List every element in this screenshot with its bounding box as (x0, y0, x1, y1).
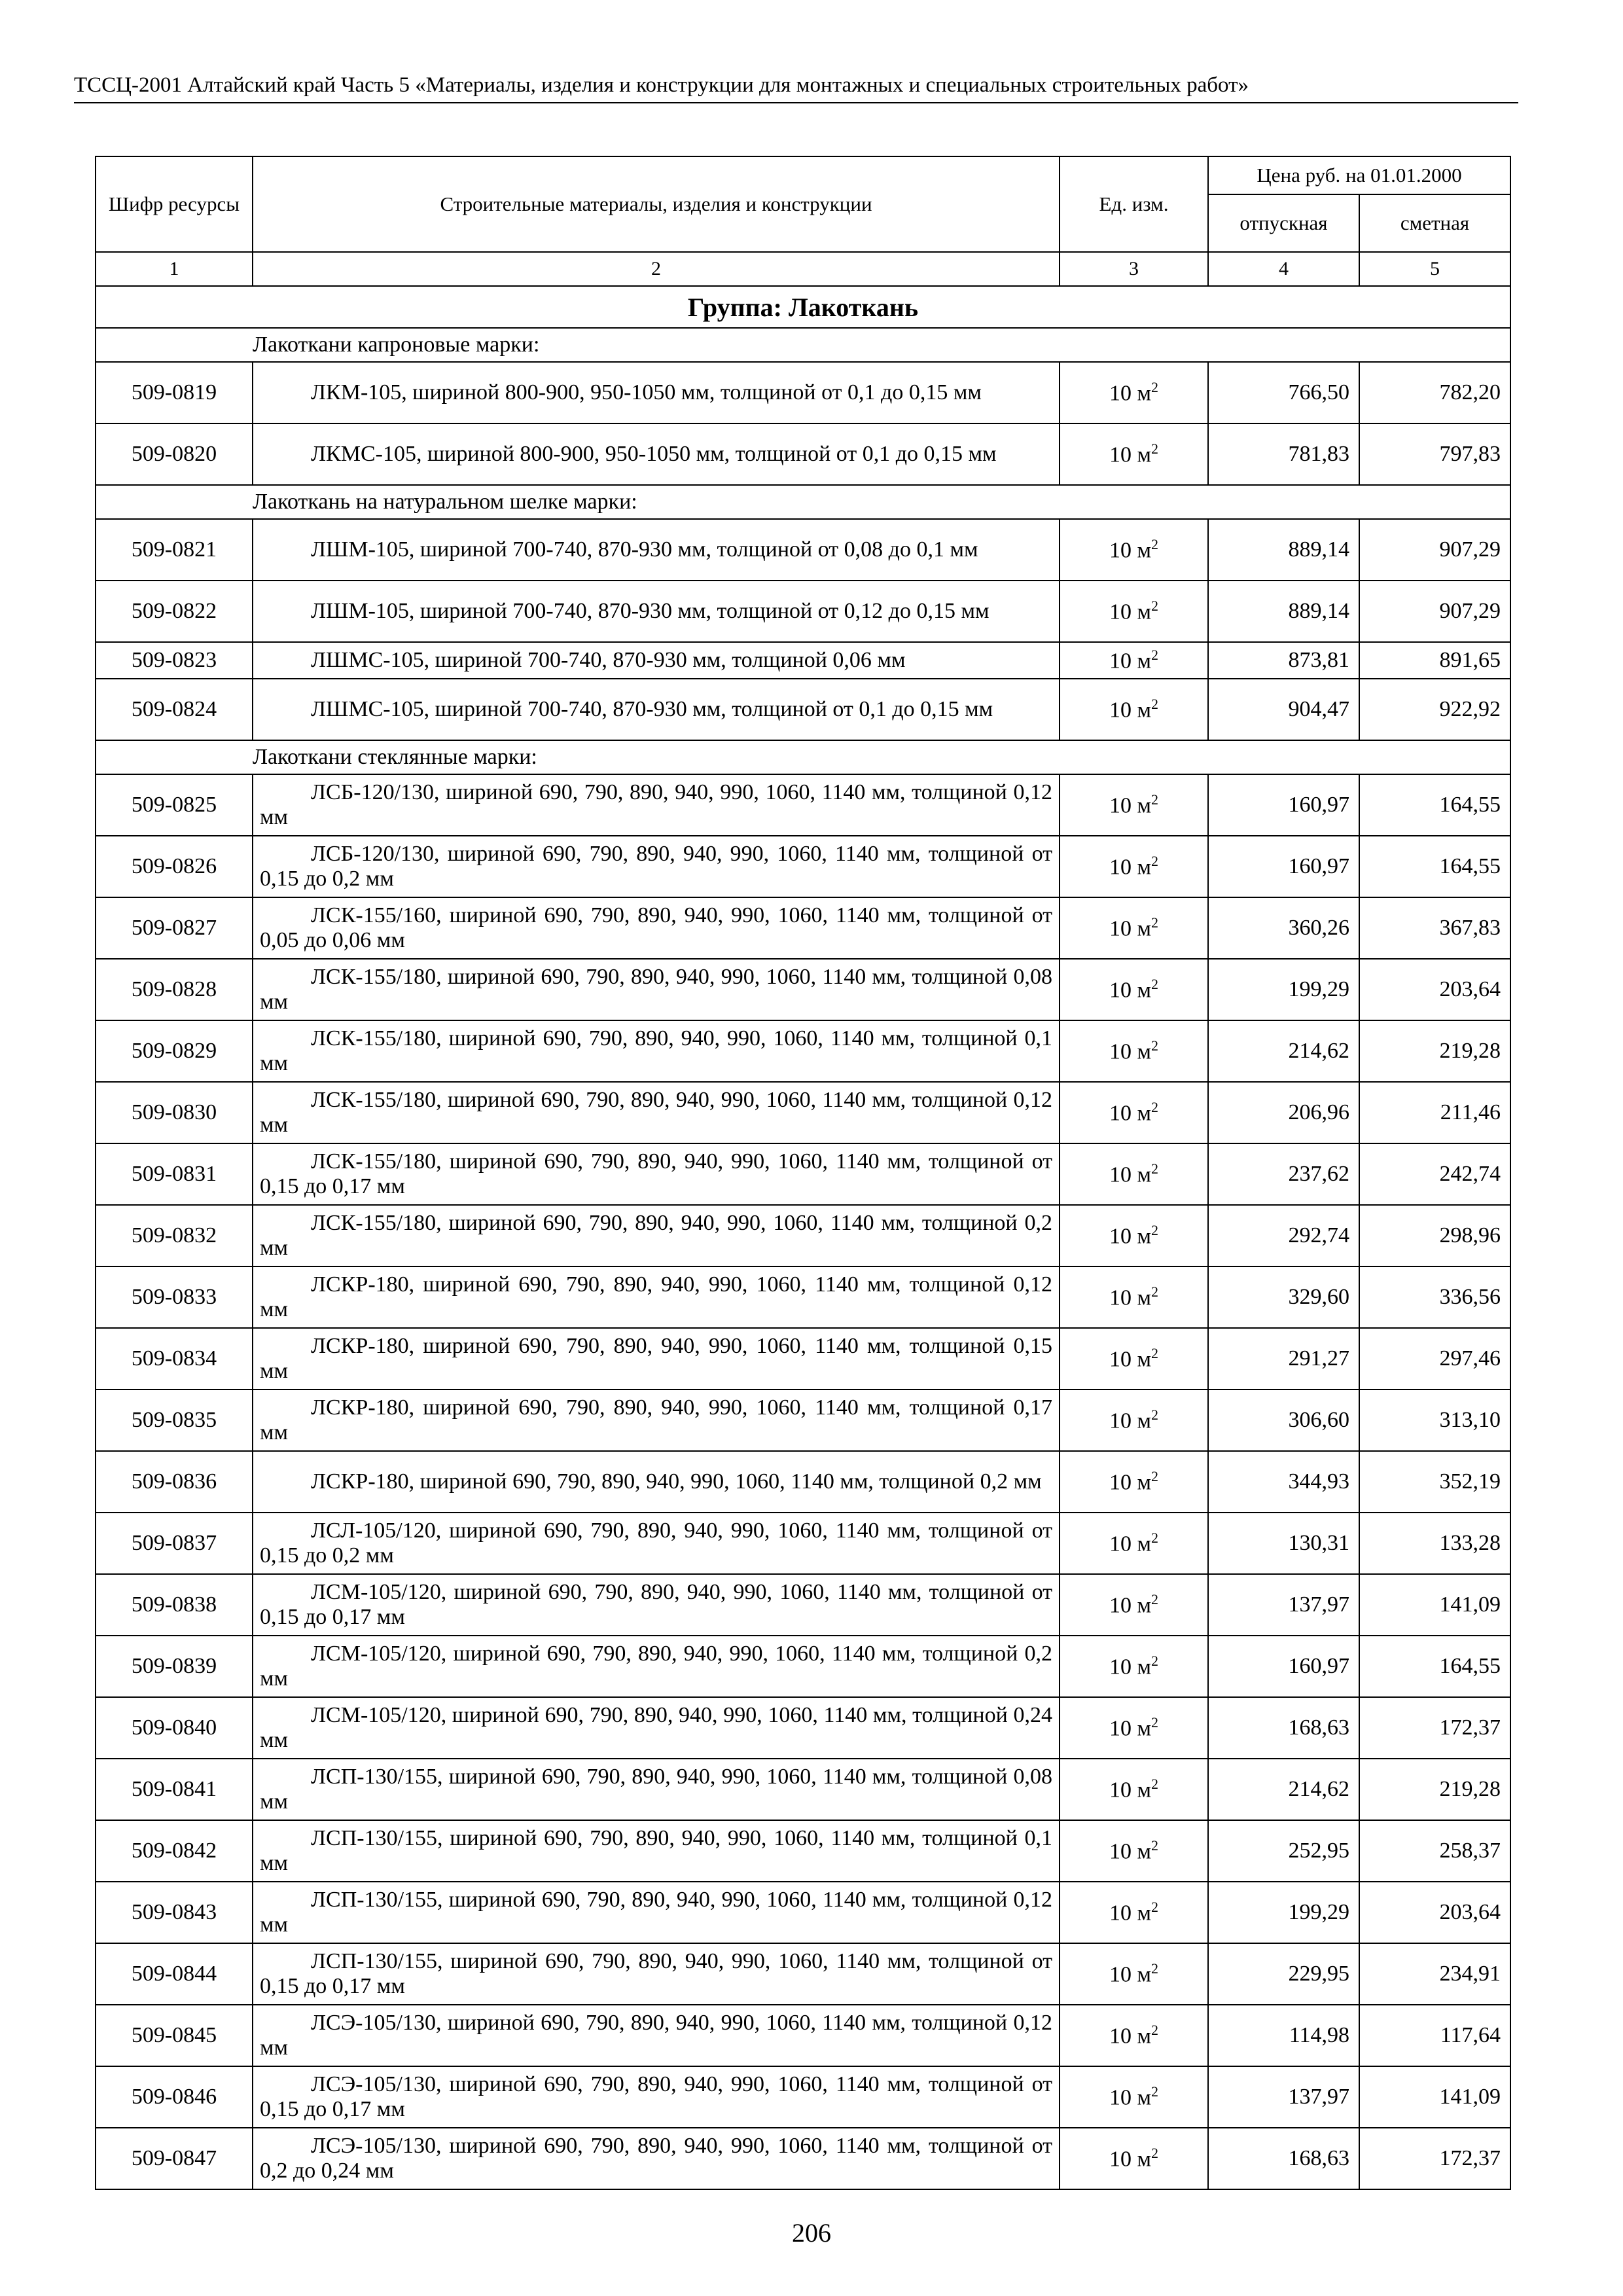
unit-cell (1060, 1513, 1208, 1574)
resource-code: 509-0822 (96, 581, 253, 642)
estimate-price: 313,10 (1359, 1390, 1510, 1451)
unit-text: 10 м (1109, 793, 1151, 818)
release-price: 291,27 (1208, 1328, 1359, 1390)
estimate-price: 211,46 (1359, 1082, 1510, 1143)
unit-text: 10 м (1109, 855, 1151, 880)
unit-cell (1060, 1882, 1208, 1943)
estimate-price: 907,29 (1359, 519, 1510, 581)
unit-cell (1060, 1205, 1208, 1266)
subsection-spacer (96, 328, 253, 362)
unit-cell (1060, 1697, 1208, 1759)
release-price: 781,83 (1208, 423, 1359, 485)
resource-code: 509-0830 (96, 1082, 253, 1143)
unit-cell (1060, 774, 1208, 836)
table-row (96, 1020, 1510, 1082)
unit-cell (1060, 581, 1208, 642)
material-description-cell (253, 774, 1060, 836)
estimate-price: 298,96 (1359, 1205, 1510, 1266)
unit-text: 10 м (1109, 2085, 1151, 2110)
unit-exponent: 2 (1151, 440, 1158, 457)
release-price: 168,63 (1208, 2128, 1359, 2189)
table-row (96, 897, 1510, 959)
release-price: 237,62 (1208, 1143, 1359, 1205)
estimate-price: 234,91 (1359, 1943, 1510, 2005)
resource-code: 509-0832 (96, 1205, 253, 1266)
subsection-label: Лакоткань на натуральном шелке марки: (253, 485, 1510, 519)
unit-text: 10 м (1109, 1901, 1151, 1926)
estimate-price: 117,64 (1359, 2005, 1510, 2066)
unit-text: 10 м (1109, 1655, 1151, 1679)
table-row (96, 1266, 1510, 1328)
document-header: ТССЦ-2001 Алтайский край Часть 5 «Материалы, изделия и конструкции для монтажных и специальных строительных работ» (74, 71, 1518, 103)
unit-exponent: 2 (1151, 1653, 1158, 1670)
resource-code: 509-0844 (96, 1943, 253, 2005)
estimate-price: 258,37 (1359, 1820, 1510, 1882)
unit-exponent: 2 (1151, 1283, 1158, 1300)
resource-code: 509-0842 (96, 1820, 253, 1882)
material-description-cell (253, 1020, 1060, 1082)
material-description: ЛСБ-120/130, шириной 690, 790, 890, 940, 990, 1060, 1140 мм, толщиной 0,12 мм (260, 780, 1052, 829)
release-price: 229,95 (1208, 1943, 1359, 2005)
estimate-price: 133,28 (1359, 1513, 1510, 1574)
table-row (96, 1451, 1510, 1513)
estimate-price: 203,64 (1359, 959, 1510, 1020)
material-description: ЛСК-155/180, шириной 690, 790, 890, 940, 990, 1060, 1140 мм, толщиной 0,1 мм (260, 1026, 1052, 1075)
unit-exponent: 2 (1151, 1099, 1158, 1116)
unit-cell (1060, 2128, 1208, 2189)
material-description-cell (253, 836, 1060, 897)
material-description-cell (253, 1636, 1060, 1697)
release-price: 168,63 (1208, 1697, 1359, 1759)
unit-exponent: 2 (1151, 1407, 1158, 1424)
unit-cell (1060, 2005, 1208, 2066)
material-description: ЛСКР-180, шириной 690, 790, 890, 940, 990, 1060, 1140 мм, толщиной 0,2 мм (311, 1469, 1042, 1494)
unit-cell (1060, 959, 1208, 1020)
subsection-row (96, 740, 1510, 774)
resource-code: 509-0835 (96, 1390, 253, 1451)
column-number: 4 (1208, 252, 1359, 286)
resource-code: 509-0841 (96, 1759, 253, 1820)
material-description: ЛСП-130/155, шириной 690, 790, 890, 940, 990, 1060, 1140 мм, толщиной 0,1 мм (260, 1826, 1052, 1875)
estimate-price: 203,64 (1359, 1882, 1510, 1943)
unit-cell (1060, 642, 1208, 679)
material-description: ЛСК-155/180, шириной 690, 790, 890, 940, 990, 1060, 1140 мм, толщиной 0,12 мм (260, 1088, 1052, 1137)
release-price: 766,50 (1208, 362, 1359, 423)
material-description: ЛСК-155/160, шириной 690, 790, 890, 940, 990, 1060, 1140 мм, толщиной от 0,05 до 0,06 мм (260, 903, 1052, 952)
unit-exponent: 2 (1151, 1714, 1158, 1731)
resource-code: 509-0845 (96, 2005, 253, 2066)
material-description-cell (253, 519, 1060, 581)
material-description: ЛСМ-105/120, шириной 690, 790, 890, 940, 990, 1060, 1140 мм, толщиной 0,2 мм (260, 1641, 1052, 1691)
material-description-cell (253, 1943, 1060, 2005)
resource-code: 509-0833 (96, 1266, 253, 1328)
release-price: 292,74 (1208, 1205, 1359, 1266)
subsection-row (96, 328, 1510, 362)
unit-cell (1060, 1820, 1208, 1882)
column-number-row (96, 252, 1510, 286)
column-number: 1 (96, 252, 253, 286)
resource-code: 509-0828 (96, 959, 253, 1020)
unit-text: 10 м (1109, 1039, 1151, 1064)
unit-text: 10 м (1109, 1532, 1151, 1556)
table-row (96, 2066, 1510, 2128)
unit-cell (1060, 1143, 1208, 1205)
table-row (96, 1759, 1510, 1820)
material-description: ЛСЭ-105/130, шириной 690, 790, 890, 940, 990, 1060, 1140 мм, толщиной 0,12 мм (260, 2011, 1052, 2060)
release-price: 889,14 (1208, 519, 1359, 581)
estimate-price: 907,29 (1359, 581, 1510, 642)
unit-exponent: 2 (1151, 1960, 1158, 1977)
unit-exponent: 2 (1151, 2145, 1158, 2162)
unit-text: 10 м (1109, 916, 1151, 941)
release-price: 214,62 (1208, 1020, 1359, 1082)
unit-exponent: 2 (1151, 1530, 1158, 1547)
material-description-cell (253, 1820, 1060, 1882)
resource-code: 509-0826 (96, 836, 253, 897)
table-row (96, 1697, 1510, 1759)
material-description: ЛШМС-105, шириной 700-740, 870-930 мм, толщиной от 0,1 до 0,15 мм (311, 697, 993, 721)
unit-cell (1060, 679, 1208, 740)
material-description-cell (253, 1697, 1060, 1759)
material-description: ЛСКР-180, шириной 690, 790, 890, 940, 990, 1060, 1140 мм, толщиной 0,12 мм (260, 1272, 1052, 1321)
material-description: ЛСЭ-105/130, шириной 690, 790, 890, 940, 990, 1060, 1140 мм, толщиной от 0,2 до 0,24 мм (260, 2134, 1052, 2183)
material-description-cell (253, 1513, 1060, 1574)
unit-text: 10 м (1109, 1593, 1151, 1618)
unit-exponent: 2 (1151, 2083, 1158, 2100)
unit-cell (1060, 362, 1208, 423)
table-row (96, 1882, 1510, 1943)
resource-code: 509-0846 (96, 2066, 253, 2128)
material-description-cell (253, 1328, 1060, 1390)
column-number: 2 (253, 252, 1060, 286)
table-row (96, 1082, 1510, 1143)
unit-cell (1060, 1328, 1208, 1390)
material-description-cell (253, 1574, 1060, 1636)
column-number: 5 (1359, 252, 1510, 286)
unit-text: 10 м (1109, 698, 1151, 723)
unit-cell (1060, 1943, 1208, 2005)
material-description-cell (253, 1205, 1060, 1266)
unit-text: 10 м (1109, 1347, 1151, 1372)
material-description: ЛШМ-105, шириной 700-740, 870-930 мм, толщиной от 0,12 до 0,15 мм (311, 599, 990, 623)
material-description: ЛСЛ-105/120, шириной 690, 790, 890, 940, 990, 1060, 1140 мм, толщиной от 0,15 до 0,2 мм (260, 1518, 1052, 1568)
release-price: 199,29 (1208, 1882, 1359, 1943)
unit-text: 10 м (1109, 978, 1151, 1003)
table-row (96, 959, 1510, 1020)
estimate-price: 219,28 (1359, 1759, 1510, 1820)
unit-exponent: 2 (1151, 853, 1158, 870)
estimate-price: 172,37 (1359, 2128, 1510, 2189)
release-price: 160,97 (1208, 774, 1359, 836)
resource-code: 509-0827 (96, 897, 253, 959)
unit-text: 10 м (1109, 1778, 1151, 1803)
estimate-price: 242,74 (1359, 1143, 1510, 1205)
unit-exponent: 2 (1151, 647, 1158, 664)
unit-exponent: 2 (1151, 379, 1158, 396)
material-description: ЛСК-155/180, шириной 690, 790, 890, 940, 990, 1060, 1140 мм, толщиной 0,2 мм (260, 1211, 1052, 1260)
estimate-price: 172,37 (1359, 1697, 1510, 1759)
estimate-price: 164,55 (1359, 774, 1510, 836)
unit-exponent: 2 (1151, 791, 1158, 808)
release-price: 873,81 (1208, 642, 1359, 679)
unit-text: 10 м (1109, 2024, 1151, 2049)
table-row (96, 774, 1510, 836)
release-price: 344,93 (1208, 1451, 1359, 1513)
resource-code: 509-0819 (96, 362, 253, 423)
estimate-price: 891,65 (1359, 642, 1510, 679)
release-price: 199,29 (1208, 959, 1359, 1020)
table-row (96, 519, 1510, 581)
unit-cell (1060, 836, 1208, 897)
table-row (96, 1513, 1510, 1574)
unit-text: 10 м (1109, 1285, 1151, 1310)
release-price: 137,97 (1208, 1574, 1359, 1636)
material-description: ЛСМ-105/120, шириной 690, 790, 890, 940, 990, 1060, 1140 мм, толщиной от 0,15 до 0,17 мм (260, 1580, 1052, 1629)
material-description-cell (253, 2005, 1060, 2066)
materials-header: Строительные материалы, изделия и конструкции (253, 156, 1060, 252)
table-body (96, 286, 1510, 2189)
resource-code: 509-0838 (96, 1574, 253, 1636)
release-price: 137,97 (1208, 2066, 1359, 2128)
release-price: 329,60 (1208, 1266, 1359, 1328)
unit-cell (1060, 1020, 1208, 1082)
resource-code: 509-0820 (96, 423, 253, 485)
table-row (96, 1943, 1510, 2005)
unit-exponent: 2 (1151, 1837, 1158, 1854)
release-price: 252,95 (1208, 1820, 1359, 1882)
resource-code: 509-0839 (96, 1636, 253, 1697)
resource-code: 509-0837 (96, 1513, 253, 1574)
resource-code: 509-0840 (96, 1697, 253, 1759)
material-description-cell (253, 1451, 1060, 1513)
table-header (96, 156, 1510, 286)
estimate-price: 141,09 (1359, 2066, 1510, 2128)
resource-code: 509-0824 (96, 679, 253, 740)
material-description-cell (253, 1266, 1060, 1328)
unit-text: 10 м (1109, 538, 1151, 563)
material-description-cell (253, 1390, 1060, 1451)
release-price: 206,96 (1208, 1082, 1359, 1143)
table-row (96, 679, 1510, 740)
table-row (96, 1143, 1510, 1205)
material-description: ЛКМС-105, шириной 800-900, 950-1050 мм, толщиной от 0,1 до 0,15 мм (311, 442, 997, 466)
material-description: ЛСП-130/155, шириной 690, 790, 890, 940, 990, 1060, 1140 мм, толщиной 0,12 мм (260, 1888, 1052, 1937)
estimate-price: 367,83 (1359, 897, 1510, 959)
unit-cell (1060, 897, 1208, 959)
material-description: ЛСК-155/180, шириной 690, 790, 890, 940, 990, 1060, 1140 мм, толщиной от 0,15 до 0,17 мм (260, 1149, 1052, 1198)
unit-exponent: 2 (1151, 536, 1158, 553)
unit-header: Ед. изм. (1060, 156, 1208, 252)
release-price-header: отпускная (1208, 194, 1359, 252)
unit-text: 10 м (1109, 381, 1151, 406)
subsection-spacer (96, 740, 253, 774)
release-price: 214,62 (1208, 1759, 1359, 1820)
unit-text: 10 м (1109, 649, 1151, 673)
table-row (96, 2005, 1510, 2066)
estimate-price: 336,56 (1359, 1266, 1510, 1328)
release-price: 130,31 (1208, 1513, 1359, 1574)
material-description-cell (253, 581, 1060, 642)
unit-exponent: 2 (1151, 1345, 1158, 1362)
unit-text: 10 м (1109, 1470, 1151, 1495)
resource-code: 509-0836 (96, 1451, 253, 1513)
unit-exponent: 2 (1151, 1468, 1158, 1485)
price-table (95, 156, 1511, 2190)
estimate-price-header: сметная (1359, 194, 1510, 252)
estimate-price: 352,19 (1359, 1451, 1510, 1513)
subsection-row (96, 485, 1510, 519)
unit-exponent: 2 (1151, 598, 1158, 615)
estimate-price: 219,28 (1359, 1020, 1510, 1082)
material-description-cell (253, 1759, 1060, 1820)
material-description: ЛСК-155/180, шириной 690, 790, 890, 940, 990, 1060, 1140 мм, толщиной 0,08 мм (260, 965, 1052, 1014)
unit-cell (1060, 1636, 1208, 1697)
unit-exponent: 2 (1151, 1160, 1158, 1177)
material-description: ЛСКР-180, шириной 690, 790, 890, 940, 990, 1060, 1140 мм, толщиной 0,17 мм (260, 1395, 1052, 1444)
table-row (96, 2128, 1510, 2189)
estimate-price: 922,92 (1359, 679, 1510, 740)
table-row (96, 1328, 1510, 1390)
unit-cell (1060, 519, 1208, 581)
unit-cell (1060, 1390, 1208, 1451)
release-price: 160,97 (1208, 836, 1359, 897)
unit-cell (1060, 1451, 1208, 1513)
subsection-label: Лакоткани капроновые марки: (253, 328, 1510, 362)
unit-exponent: 2 (1151, 976, 1158, 993)
unit-text: 10 м (1109, 1162, 1151, 1187)
material-description-cell (253, 897, 1060, 959)
unit-exponent: 2 (1151, 2022, 1158, 2039)
estimate-price: 782,20 (1359, 362, 1510, 423)
material-description-cell (253, 2128, 1060, 2189)
unit-exponent: 2 (1151, 1222, 1158, 1239)
unit-text: 10 м (1109, 442, 1151, 467)
material-description: ЛСП-130/155, шириной 690, 790, 890, 940, 990, 1060, 1140 мм, толщиной от 0,15 до 0,17 мм (260, 1949, 1052, 1998)
estimate-price: 797,83 (1359, 423, 1510, 485)
table-row (96, 423, 1510, 485)
unit-cell (1060, 1574, 1208, 1636)
estimate-price: 164,55 (1359, 836, 1510, 897)
material-description-cell (253, 1143, 1060, 1205)
estimate-price: 297,46 (1359, 1328, 1510, 1390)
material-description: ЛСБ-120/130, шириной 690, 790, 890, 940, 990, 1060, 1140 мм, толщиной от 0,15 до 0,2 мм (260, 842, 1052, 891)
column-number: 3 (1060, 252, 1208, 286)
unit-cell (1060, 1082, 1208, 1143)
unit-text: 10 м (1109, 2147, 1151, 2172)
material-description: ЛСКР-180, шириной 690, 790, 890, 940, 990, 1060, 1140 мм, толщиной 0,15 мм (260, 1334, 1052, 1383)
group-title: Группа: Лакоткань (96, 286, 1510, 328)
release-price: 360,26 (1208, 897, 1359, 959)
unit-text: 10 м (1109, 1962, 1151, 1987)
unit-text: 10 м (1109, 1101, 1151, 1126)
resource-code: 509-0829 (96, 1020, 253, 1082)
unit-exponent: 2 (1151, 1899, 1158, 1916)
table-row (96, 1390, 1510, 1451)
unit-exponent: 2 (1151, 1776, 1158, 1793)
unit-exponent: 2 (1151, 1591, 1158, 1608)
subsection-label: Лакоткани стеклянные марки: (253, 740, 1510, 774)
unit-cell (1060, 423, 1208, 485)
unit-exponent: 2 (1151, 1037, 1158, 1054)
material-description: ЛСП-130/155, шириной 690, 790, 890, 940, 990, 1060, 1140 мм, толщиной 0,08 мм (260, 1765, 1052, 1814)
table-row (96, 362, 1510, 423)
release-price: 114,98 (1208, 2005, 1359, 2066)
table-row (96, 1205, 1510, 1266)
code-header: Шифр ресурсы (96, 156, 253, 252)
unit-exponent: 2 (1151, 696, 1158, 713)
price-header: Цена руб. на 01.01.2000 (1208, 156, 1510, 194)
page-number: 206 (792, 2218, 831, 2248)
unit-text: 10 м (1109, 1224, 1151, 1249)
table-row (96, 1820, 1510, 1882)
unit-exponent: 2 (1151, 914, 1158, 931)
table-row (96, 836, 1510, 897)
material-description-cell (253, 959, 1060, 1020)
material-description: ЛСМ-105/120, шириной 690, 790, 890, 940, 990, 1060, 1140 мм, толщиной 0,24 мм (260, 1703, 1052, 1752)
material-description: ЛШМ-105, шириной 700-740, 870-930 мм, толщиной от 0,08 до 0,1 мм (311, 537, 978, 562)
resource-code: 509-0831 (96, 1143, 253, 1205)
unit-text: 10 м (1109, 1408, 1151, 1433)
unit-cell (1060, 1266, 1208, 1328)
material-description: ЛКМ-105, шириной 800-900, 950-1050 мм, толщиной от 0,1 до 0,15 мм (311, 380, 982, 404)
estimate-price: 164,55 (1359, 1636, 1510, 1697)
release-price: 160,97 (1208, 1636, 1359, 1697)
material-description-cell (253, 1082, 1060, 1143)
table-row (96, 1636, 1510, 1697)
release-price: 904,47 (1208, 679, 1359, 740)
material-description-cell (253, 2066, 1060, 2128)
material-description-cell (253, 362, 1060, 423)
unit-text: 10 м (1109, 600, 1151, 624)
resource-code: 509-0834 (96, 1328, 253, 1390)
release-price: 306,60 (1208, 1390, 1359, 1451)
table-row (96, 642, 1510, 679)
material-description: ЛСЭ-105/130, шириной 690, 790, 890, 940, 990, 1060, 1140 мм, толщиной от 0,15 до 0,17 мм (260, 2072, 1052, 2121)
material-description-cell (253, 679, 1060, 740)
resource-code: 509-0843 (96, 1882, 253, 1943)
subsection-spacer (96, 485, 253, 519)
material-description-cell (253, 642, 1060, 679)
resource-code: 509-0821 (96, 519, 253, 581)
material-description-cell (253, 1882, 1060, 1943)
table-row (96, 1574, 1510, 1636)
resource-code: 509-0823 (96, 642, 253, 679)
material-description: ЛШМС-105, шириной 700-740, 870-930 мм, толщиной 0,06 мм (311, 648, 906, 672)
resource-code: 509-0825 (96, 774, 253, 836)
estimate-price: 141,09 (1359, 1574, 1510, 1636)
resource-code: 509-0847 (96, 2128, 253, 2189)
table-row (96, 581, 1510, 642)
unit-text: 10 м (1109, 1716, 1151, 1741)
unit-cell (1060, 2066, 1208, 2128)
unit-cell (1060, 1759, 1208, 1820)
release-price: 889,14 (1208, 581, 1359, 642)
unit-text: 10 м (1109, 1839, 1151, 1864)
material-description-cell (253, 423, 1060, 485)
